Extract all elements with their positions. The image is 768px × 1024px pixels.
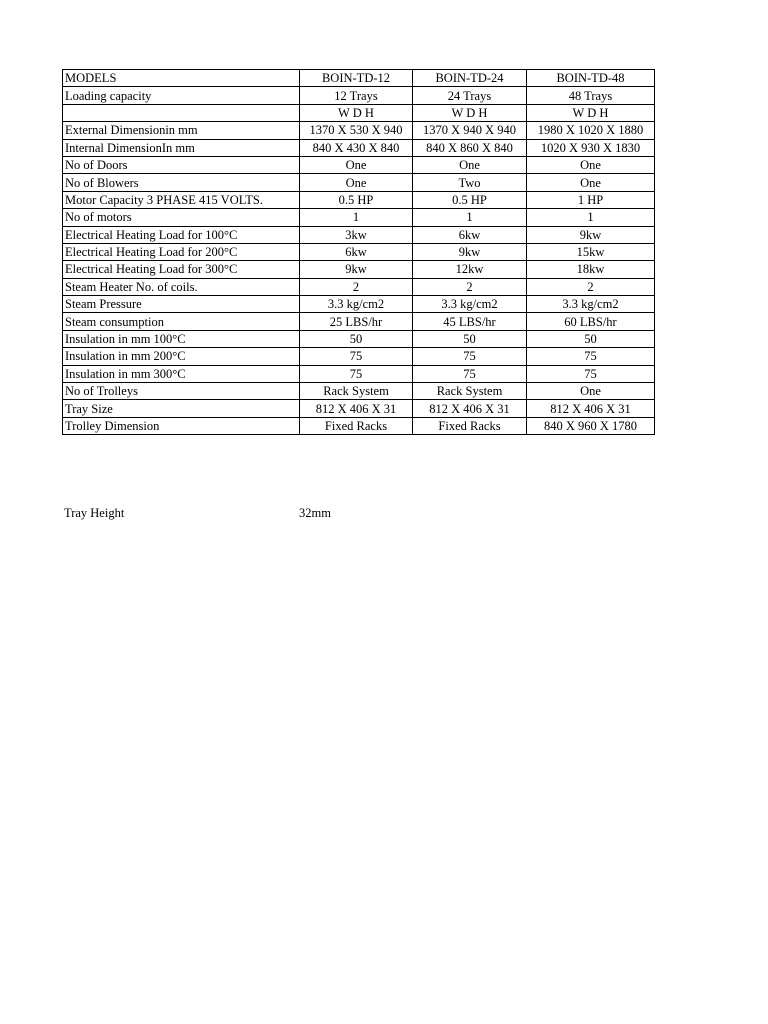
row-value-cell: 24 Trays bbox=[413, 87, 527, 104]
row-value-cell: 840 X 960 X 1780 bbox=[527, 417, 655, 434]
row-value-cell: 840 X 860 X 840 bbox=[413, 139, 527, 156]
row-value-cell: 1370 X 530 X 940 bbox=[300, 122, 413, 139]
row-label-cell: Insulation in mm 200°C bbox=[63, 348, 300, 365]
row-value-cell: 9kw bbox=[300, 261, 413, 278]
row-value-cell: 1 HP bbox=[527, 191, 655, 208]
row-label-cell: Internal DimensionIn mm bbox=[63, 139, 300, 156]
table-row bbox=[63, 139, 655, 156]
row-value-cell: 3.3 kg/cm2 bbox=[300, 296, 413, 313]
table-row bbox=[63, 296, 655, 313]
table-row bbox=[63, 209, 655, 226]
row-value-cell: 2 bbox=[413, 278, 527, 295]
row-value-cell: 1020 X 930 X 1830 bbox=[527, 139, 655, 156]
row-value-cell: 3.3 kg/cm2 bbox=[527, 296, 655, 313]
table-row bbox=[63, 104, 655, 121]
row-value-cell: 60 LBS/hr bbox=[527, 313, 655, 330]
row-value-cell: 18kw bbox=[527, 261, 655, 278]
row-label-cell: Loading capacity bbox=[63, 87, 300, 104]
header-models: MODELS bbox=[63, 70, 300, 87]
table-row bbox=[63, 243, 655, 260]
row-value-cell: 812 X 406 X 31 bbox=[300, 400, 413, 417]
row-label-cell: Tray Size bbox=[63, 400, 300, 417]
row-value-cell: 1 bbox=[413, 209, 527, 226]
spec-table bbox=[62, 69, 655, 435]
header-boin-td-12: BOIN-TD-12 bbox=[300, 70, 413, 87]
row-label-cell: Steam Heater No. of coils. bbox=[63, 278, 300, 295]
row-label-cell: No of Doors bbox=[63, 156, 300, 173]
row-value-cell: 75 bbox=[527, 365, 655, 382]
row-value-cell: Rack System bbox=[300, 383, 413, 400]
row-value-cell: 50 bbox=[300, 330, 413, 347]
row-value-cell: 812 X 406 X 31 bbox=[413, 400, 527, 417]
row-value-cell: 25 LBS/hr bbox=[300, 313, 413, 330]
row-label-cell: No of Trolleys bbox=[63, 383, 300, 400]
row-value-cell: 45 LBS/hr bbox=[413, 313, 527, 330]
table-row bbox=[63, 417, 655, 434]
table-row bbox=[63, 174, 655, 191]
row-value-cell: W D H bbox=[300, 104, 413, 121]
table-row bbox=[63, 400, 655, 417]
table-header-row bbox=[63, 70, 655, 87]
row-value-cell: 6kw bbox=[413, 226, 527, 243]
row-value-cell: One bbox=[300, 174, 413, 191]
row-label-cell bbox=[63, 104, 300, 121]
row-value-cell: 15kw bbox=[527, 243, 655, 260]
row-value-cell: 1370 X 940 X 940 bbox=[413, 122, 527, 139]
row-value-cell: 3.3 kg/cm2 bbox=[413, 296, 527, 313]
row-label-cell: Electrical Heating Load for 300°C bbox=[63, 261, 300, 278]
table-row bbox=[63, 313, 655, 330]
row-value-cell: 1980 X 1020 X 1880 bbox=[527, 122, 655, 139]
table-row bbox=[63, 383, 655, 400]
table-row bbox=[63, 156, 655, 173]
row-label-cell: No of Blowers bbox=[63, 174, 300, 191]
row-value-cell: W D H bbox=[413, 104, 527, 121]
table-row bbox=[63, 122, 655, 139]
row-value-cell: One bbox=[527, 174, 655, 191]
row-value-cell: Fixed Racks bbox=[300, 417, 413, 434]
row-value-cell: 0.5 HP bbox=[300, 191, 413, 208]
row-value-cell: 0.5 HP bbox=[413, 191, 527, 208]
row-label-cell: Insulation in mm 300°C bbox=[63, 365, 300, 382]
row-value-cell: 75 bbox=[300, 365, 413, 382]
row-value-cell: 50 bbox=[413, 330, 527, 347]
table-row bbox=[63, 226, 655, 243]
row-label-cell: Trolley Dimension bbox=[63, 417, 300, 434]
row-value-cell: Two bbox=[413, 174, 527, 191]
table-row bbox=[63, 348, 655, 365]
row-value-cell: 12 Trays bbox=[300, 87, 413, 104]
row-value-cell: 6kw bbox=[300, 243, 413, 260]
table-row bbox=[63, 261, 655, 278]
tray-height-value: 32mm bbox=[299, 506, 331, 520]
table-row bbox=[63, 191, 655, 208]
row-value-cell: Fixed Racks bbox=[413, 417, 527, 434]
row-value-cell: 50 bbox=[527, 330, 655, 347]
header-boin-td-48: BOIN-TD-48 bbox=[527, 70, 655, 87]
row-label-cell: External Dimensionin mm bbox=[63, 122, 300, 139]
row-value-cell: 12kw bbox=[413, 261, 527, 278]
row-value-cell: 2 bbox=[300, 278, 413, 295]
row-value-cell: 75 bbox=[527, 348, 655, 365]
row-value-cell: 75 bbox=[413, 348, 527, 365]
row-value-cell: 3kw bbox=[300, 226, 413, 243]
table-row bbox=[63, 330, 655, 347]
row-value-cell: 840 X 430 X 840 bbox=[300, 139, 413, 156]
tray-height-label: Tray Height bbox=[64, 506, 125, 520]
spec-table-body bbox=[63, 70, 655, 435]
row-value-cell: 2 bbox=[527, 278, 655, 295]
row-value-cell: Rack System bbox=[413, 383, 527, 400]
row-value-cell: 75 bbox=[413, 365, 527, 382]
row-label-cell: No of motors bbox=[63, 209, 300, 226]
row-value-cell: One bbox=[527, 156, 655, 173]
row-label-cell: Electrical Heating Load for 200°C bbox=[63, 243, 300, 260]
row-value-cell: W D H bbox=[527, 104, 655, 121]
row-value-cell: 812 X 406 X 31 bbox=[527, 400, 655, 417]
table-row bbox=[63, 365, 655, 382]
row-label-cell: Steam Pressure bbox=[63, 296, 300, 313]
row-value-cell: 9kw bbox=[527, 226, 655, 243]
table-row bbox=[63, 87, 655, 104]
row-value-cell: One bbox=[300, 156, 413, 173]
row-value-cell: 1 bbox=[300, 209, 413, 226]
row-value-cell: 9kw bbox=[413, 243, 527, 260]
row-value-cell: 48 Trays bbox=[527, 87, 655, 104]
header-boin-td-24: BOIN-TD-24 bbox=[413, 70, 527, 87]
row-value-cell: One bbox=[413, 156, 527, 173]
table-row bbox=[63, 278, 655, 295]
row-label-cell: Steam consumption bbox=[63, 313, 300, 330]
row-value-cell: One bbox=[527, 383, 655, 400]
row-value-cell: 75 bbox=[300, 348, 413, 365]
row-label-cell: Electrical Heating Load for 100°C bbox=[63, 226, 300, 243]
row-label-cell: Motor Capacity 3 PHASE 415 VOLTS. bbox=[63, 191, 300, 208]
row-label-cell: Insulation in mm 100°C bbox=[63, 330, 300, 347]
row-value-cell: 1 bbox=[527, 209, 655, 226]
